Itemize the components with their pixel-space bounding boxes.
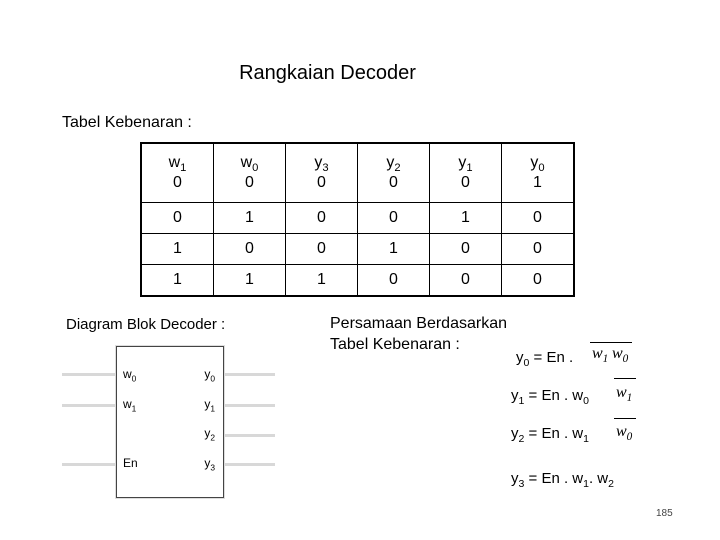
table-header-row [141,143,574,174]
equation-y2: $y_2 = En$ . $w_1$ [511,425,589,445]
table-cell: 1 [141,265,214,297]
equations-label-line1: Persamaan Berdasarkan [330,315,507,332]
equations-label [330,313,507,355]
table-cell: 0 [358,203,430,234]
table-cell: 0 [430,174,502,203]
equation-term: $w_1$ [616,384,633,405]
overbar [590,342,632,343]
output-line-y2 [223,434,275,437]
equation-term: $w_0$ [616,423,633,444]
output-line-y3 [223,463,275,466]
pin-y2: $y_2$ [204,426,215,443]
table-cell: 0 [286,174,358,203]
pin-en: En [123,456,138,470]
pin-w1: $w_1$ [123,397,137,414]
output-line-y1 [223,404,275,407]
page-number: 185 [656,508,673,519]
table-cell: 0 [214,234,286,265]
equation-term: $w_0$ [612,345,629,366]
equation-y1: $y_1 = En$ . $w_0$ [511,387,589,407]
table-cell: 1 [214,203,286,234]
equations-label-line2: Tabel Kebenaran : [330,336,460,353]
slide-title: Rangkaian Decoder [239,62,416,84]
header-cell: $y_2$ [358,143,430,174]
table-cell: 1 [141,234,214,265]
table-cell: 0 [358,265,430,297]
decoder-block [116,346,224,498]
equation-y0: $y_0 = En$ . [516,349,574,369]
pin-y0: $y_0$ [204,367,215,384]
block-diagram-label: Diagram Blok Decoder : [66,316,226,333]
table-row [141,265,574,297]
overbar [614,378,636,379]
table-cell: 0 [502,265,575,297]
table-cell: 0 [502,203,575,234]
pin-y1: $y_1$ [204,397,215,414]
input-line-w1 [62,404,116,407]
table-row [141,234,574,265]
equation-term: $w_1$ [592,345,609,366]
table-cell: 1 [502,174,575,203]
table-cell: 0 [502,234,575,265]
table-cell: 0 [214,174,286,203]
table-cell: 0 [141,174,214,203]
equation-y3: $y_3 = En$ . $w_1$. $w_2$ [511,470,614,490]
input-line-en [62,463,116,466]
output-line-y0 [223,373,275,376]
truth-table-label: Tabel Kebenaran : [62,114,192,131]
header-cell: $y_1$ [430,143,502,174]
table-cell: 1 [430,203,502,234]
table-cell: 0 [141,203,214,234]
input-line-w0 [62,373,116,376]
header-cell: $w_1$ [141,143,214,174]
table-row [141,174,574,203]
table-cell: 0 [286,234,358,265]
table-cell: 1 [358,234,430,265]
table-cell: 0 [430,234,502,265]
table-cell: 0 [286,203,358,234]
pin-y3: $y_3$ [204,456,215,473]
header-cell: $y_3$ [286,143,358,174]
pin-w0: $w_0$ [123,367,137,384]
truth-table [140,142,575,297]
table-row [141,203,574,234]
table-cell: 0 [358,174,430,203]
header-cell: $w_0$ [214,143,286,174]
table-cell: 1 [214,265,286,297]
table-cell: 0 [430,265,502,297]
table-cell: 1 [286,265,358,297]
overbar [614,418,636,419]
header-cell: $y_0$ [502,143,575,174]
